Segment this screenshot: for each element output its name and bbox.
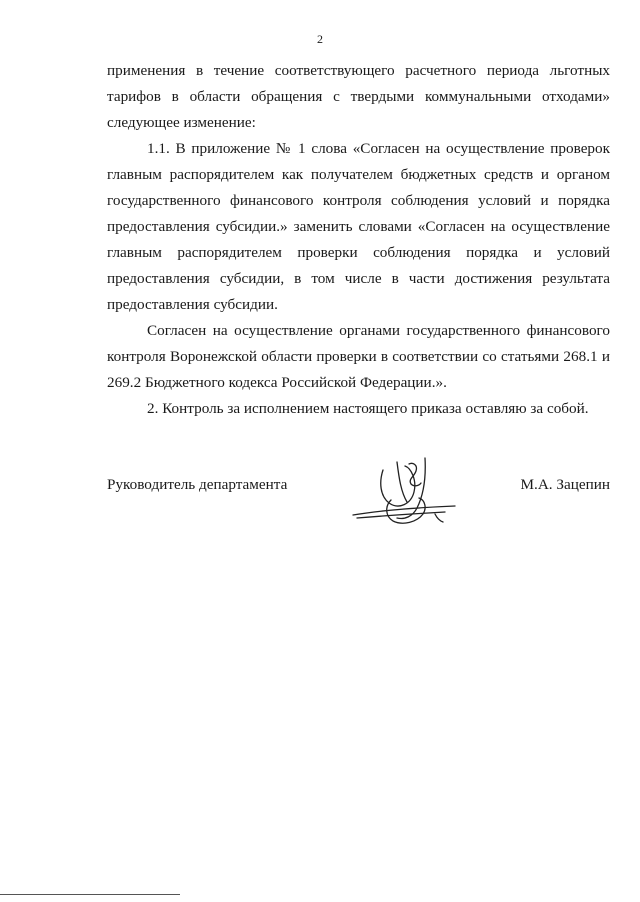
signatory-name: М.А. Зацепин bbox=[520, 476, 610, 493]
paragraph-amendment-1-1: 1.1. В приложение № 1 слова «Согласен на осуществление проверок главным распорядителем как получателем бюджетных средств и органом государственного финансового контроля соблюдения условий и порядка предоставления субсидии.» заменить словами «Согласен на осуществление главным распорядителем проверки соблюдения порядка и условий предоставления субсидии, в том числе в части достижения результата предоставления субсидии. bbox=[107, 140, 610, 313]
paragraph-consent: Согласен на осуществление органами государственного финансового контроля Воронежской области проверки в соответствии со статьями 268.1 и 269.2 Бюджетного кодекса Российской Федерации.». bbox=[107, 322, 610, 391]
signatory-position: Руководитель департамента bbox=[107, 476, 288, 493]
handwritten-signature-icon bbox=[347, 448, 467, 543]
paragraph-intro: применения в течение соответствующего расчетного периода льготных тарифов в области обращения с твердыми коммунальными отходами» следующее изменение: bbox=[107, 62, 610, 131]
signature-block bbox=[107, 448, 610, 528]
page-number: 2 bbox=[317, 32, 323, 46]
document-body bbox=[107, 58, 610, 422]
footer-divider bbox=[0, 894, 180, 895]
paragraph-control: 2. Контроль за исполнением настоящего приказа оставляю за собой. bbox=[147, 400, 589, 417]
